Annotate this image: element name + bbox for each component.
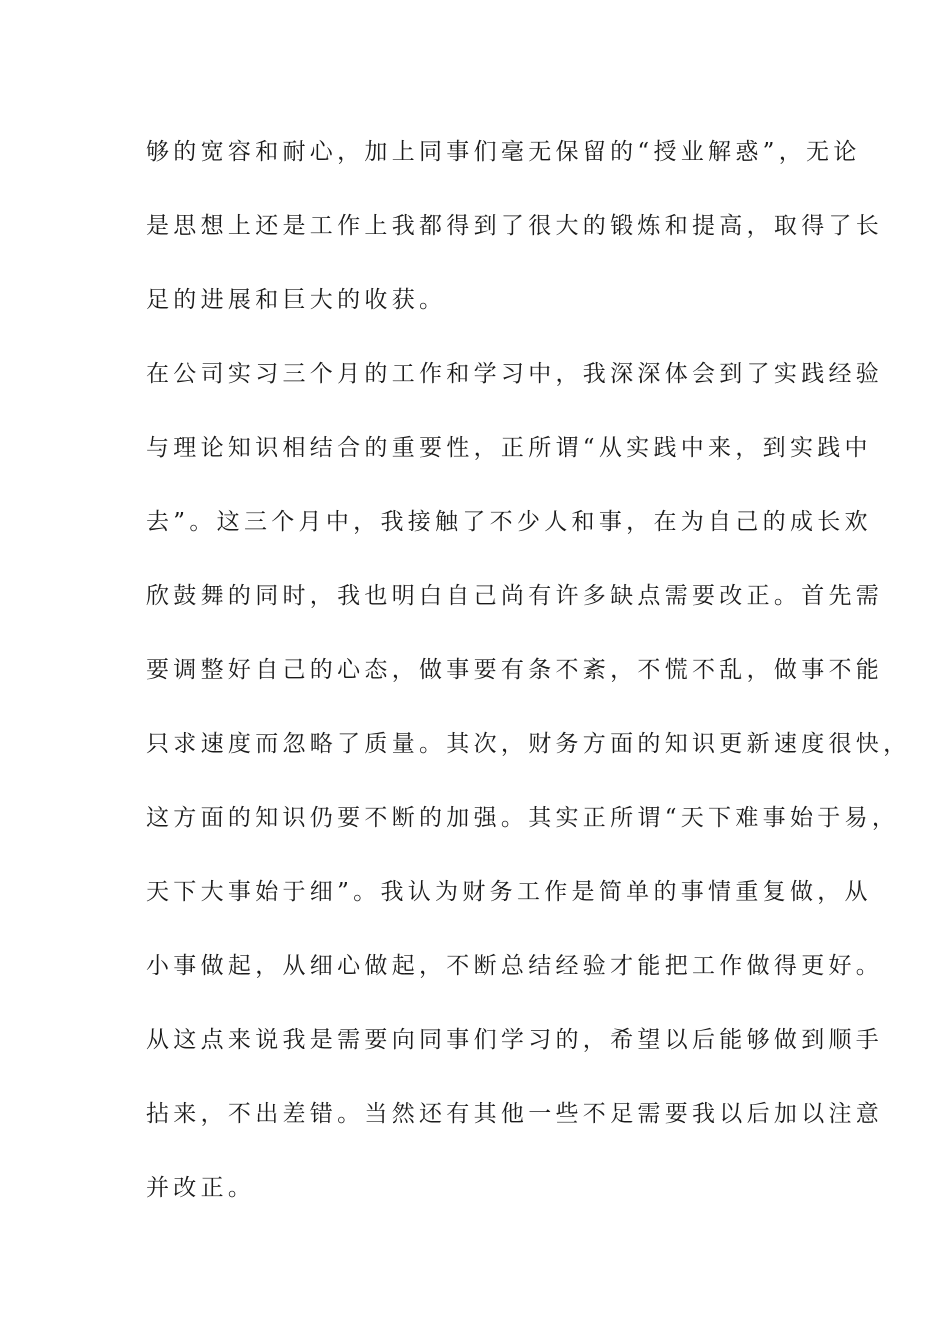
text-line: 欣鼓舞的同时，我也明白自己尚有许多缺点需要改正。首先需: [146, 583, 884, 609]
text-line: 足的进展和巨大的收获。: [146, 287, 447, 313]
text-line: 天下大事始于细”。我认为财务工作是简单的事情重复做，从: [146, 879, 872, 905]
text-line: 并改正。: [146, 1175, 256, 1201]
text-line: 小事做起，从细心做起，不断总结经验才能把工作做得更好。: [146, 953, 884, 979]
text-line: 与理论知识相结合的重要性，正所谓“从实践中来，到实践中: [146, 435, 872, 461]
text-line: 从这点来说我是需要向同事们学习的，希望以后能够做到顺手: [146, 1027, 884, 1053]
text-line: 去”。这三个月中，我接触了不少人和事，在为自己的成长欢: [146, 509, 872, 535]
text-line: 拈来，不出差错。当然还有其他一些不足需要我以后加以注意: [146, 1101, 884, 1127]
text-line: 要调整好自己的心态，做事要有条不紊，不慌不乱，做事不能: [146, 657, 884, 683]
text-line: 在公司实习三个月的工作和学习中，我深深体会到了实践经验: [146, 361, 884, 387]
text-line: 只求速度而忽略了质量。其次，财务方面的知识更新速度很快，: [146, 731, 911, 757]
text-line: 是思想上还是工作上我都得到了很大的锻炼和提高，取得了长: [146, 213, 884, 239]
text-line: 这方面的知识仍要不断的加强。其实正所谓“天下难事始于易，: [146, 805, 900, 831]
text-line: 够的宽容和耐心，加上同事们毫无保留的“授业解惑”，无论: [146, 139, 861, 165]
